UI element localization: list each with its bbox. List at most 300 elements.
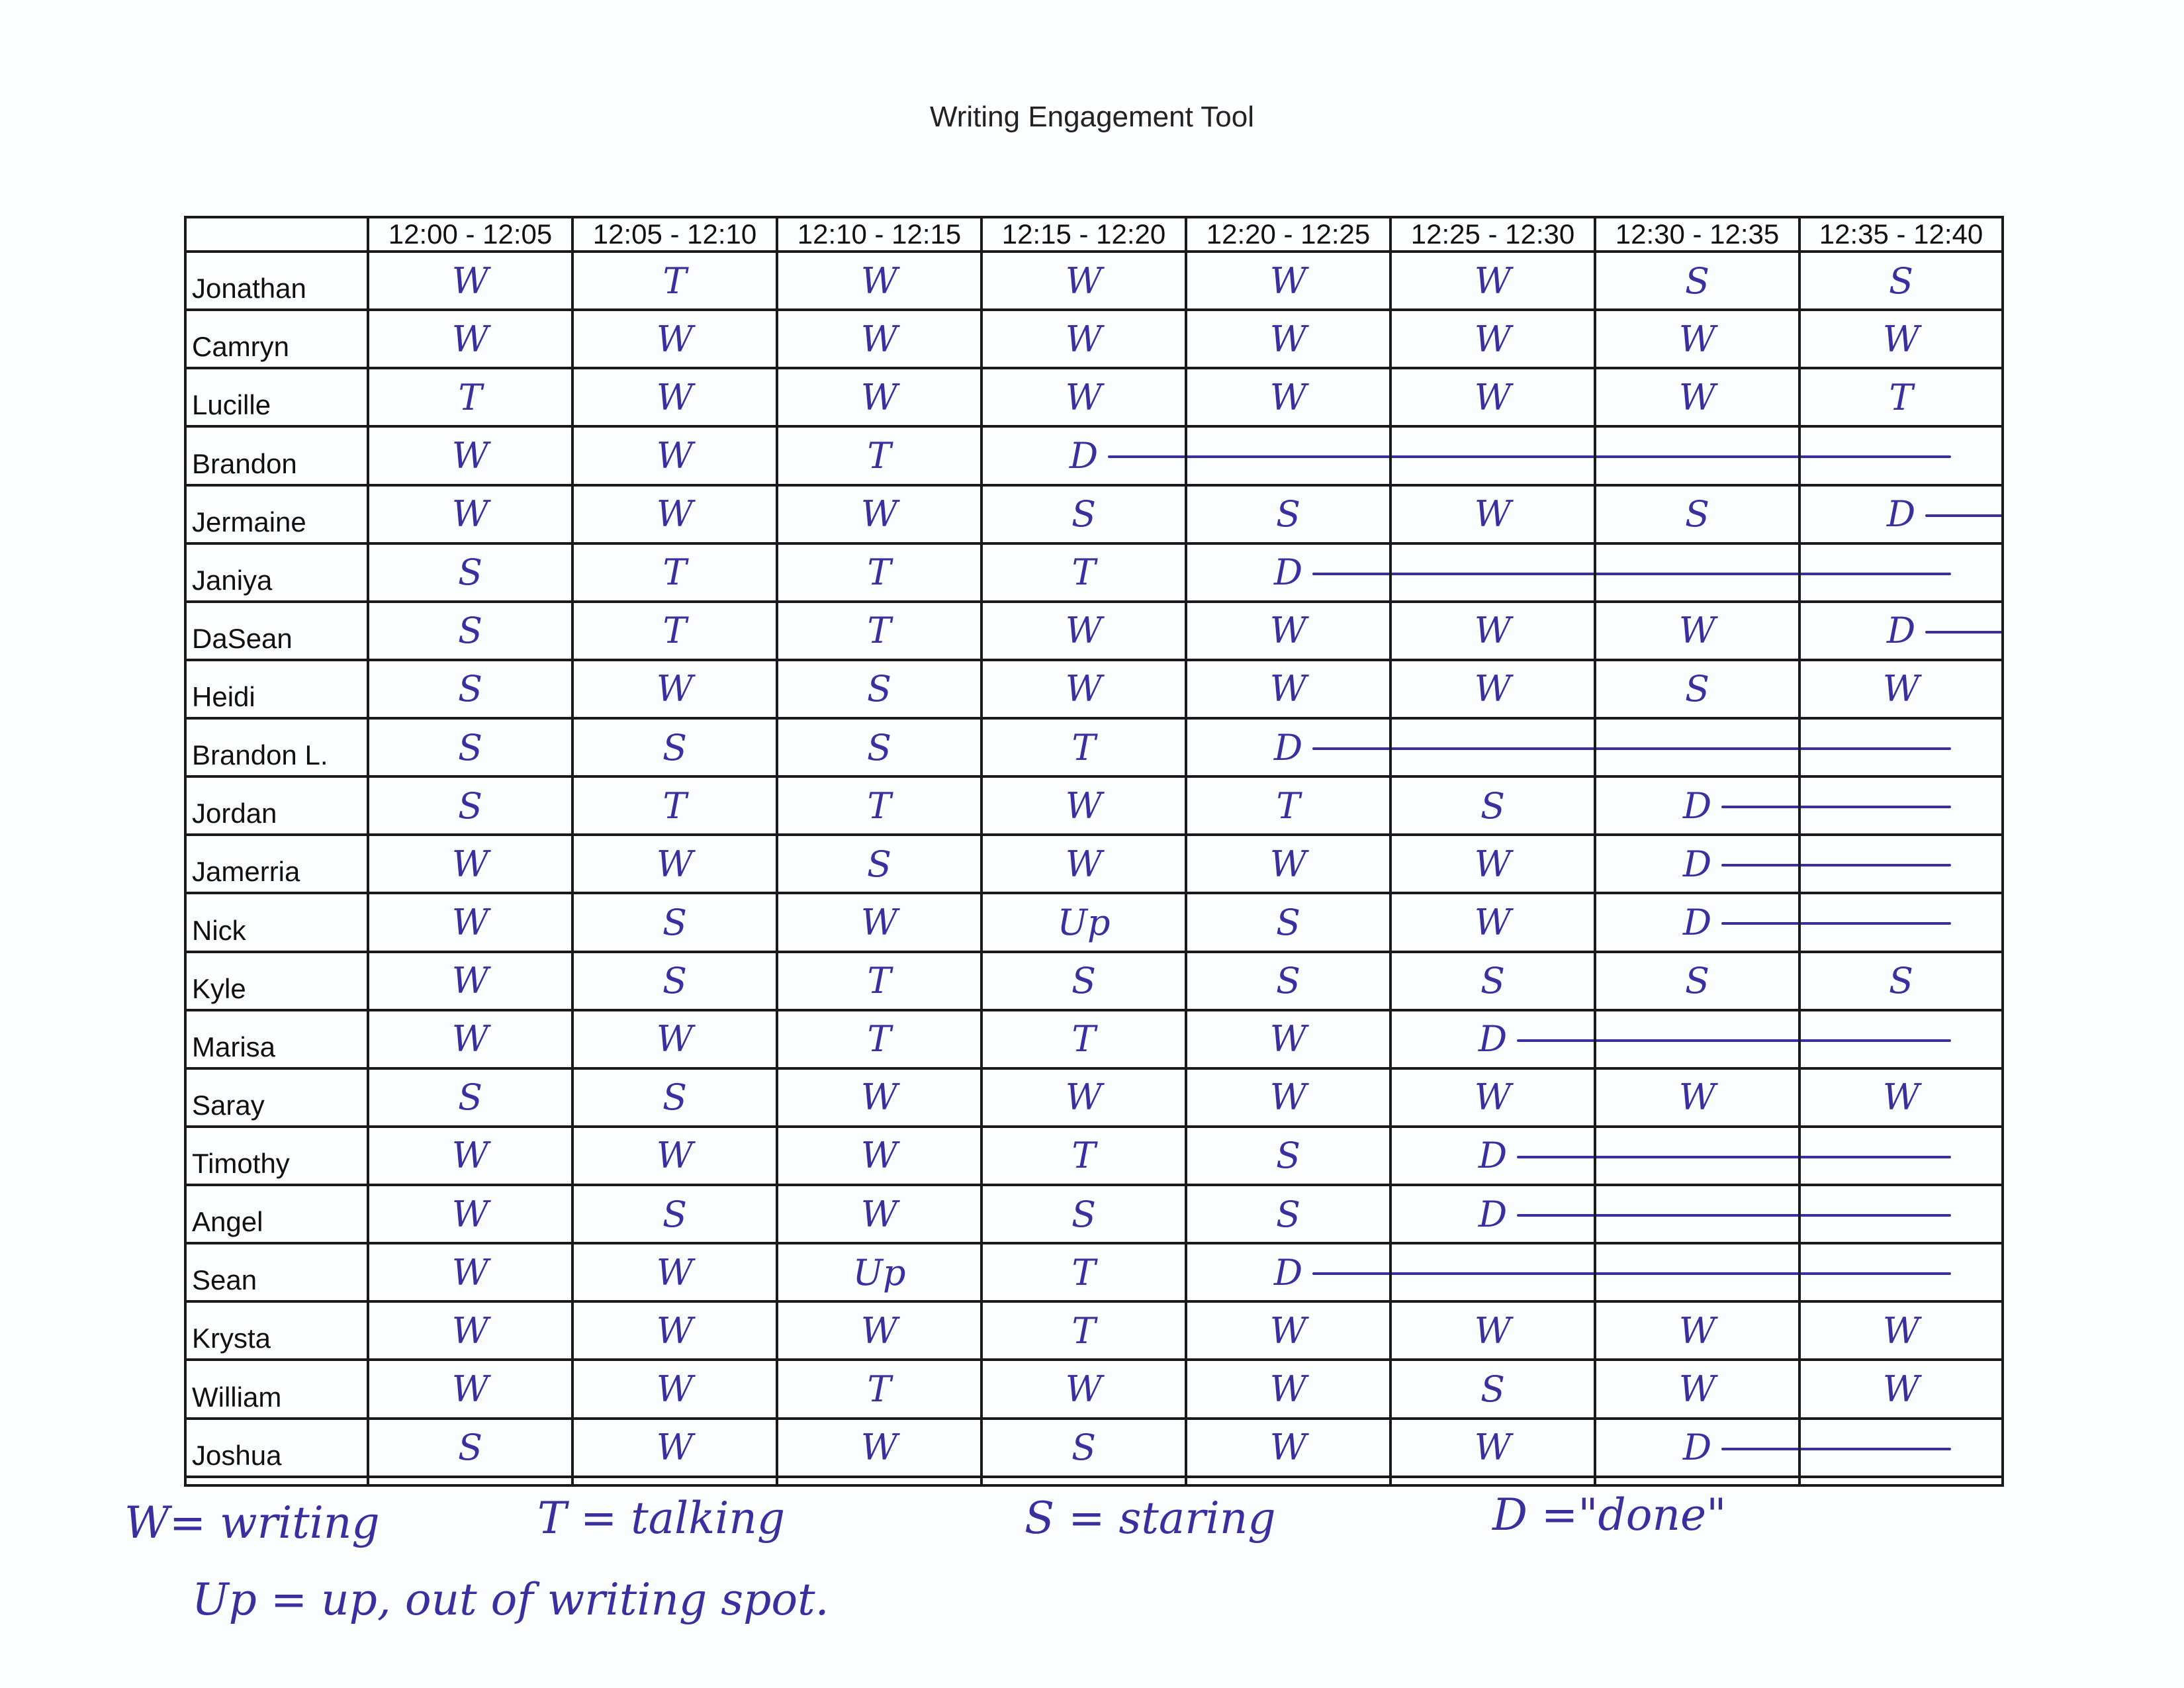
mark-text: S	[1276, 1135, 1300, 1177]
header-time-8: 12:35 - 12:40	[1799, 217, 2003, 252]
mark-text: W	[1065, 1076, 1103, 1119]
mark-text: W	[1269, 259, 1307, 302]
mark-text: W	[1269, 610, 1307, 652]
engagement-mark	[572, 1419, 777, 1477]
table-row	[185, 718, 2003, 776]
done-line	[1390, 1272, 1595, 1275]
mark-text: S	[1276, 1193, 1300, 1235]
mark-text: D	[1273, 551, 1303, 594]
mark-text: W	[1882, 1309, 1920, 1352]
mark-text: Up	[852, 1251, 906, 1293]
mark-text: S	[1480, 960, 1505, 1002]
mark-text: S	[1480, 1368, 1505, 1410]
table-body	[185, 252, 2003, 1485]
mark-text: T	[1071, 1018, 1096, 1060]
legend-writing: W= writing	[124, 1497, 380, 1548]
mark-text: W	[656, 1309, 694, 1352]
mark-text: S	[458, 784, 482, 827]
mark-text: S	[458, 551, 482, 594]
done-line	[1517, 1214, 1595, 1217]
engagement-mark	[1799, 835, 2003, 893]
done-line	[1799, 1039, 1951, 1042]
student-name: Krysta	[185, 1301, 368, 1360]
mark-text: W	[1065, 843, 1103, 885]
mark-text: W	[1269, 318, 1307, 360]
engagement-mark	[572, 426, 777, 485]
engagement-mark	[1390, 1243, 1595, 1301]
mark-text: T	[1071, 551, 1096, 594]
student-name: Sean	[185, 1243, 368, 1301]
header-time-1: 12:00 - 12:05	[368, 217, 572, 252]
done-line	[1925, 631, 2003, 633]
mark-text: W	[1474, 1309, 1512, 1352]
mark-text: W	[860, 1309, 898, 1352]
engagement-mark	[1595, 426, 1799, 485]
engagement-mark	[1186, 602, 1390, 660]
engagement-mark	[572, 835, 777, 893]
engagement-mark	[981, 1010, 1186, 1068]
mark-text: W	[1065, 784, 1103, 827]
engagement-mark	[572, 893, 777, 951]
done-line	[1108, 455, 1186, 458]
done-line	[1799, 1156, 1951, 1158]
mark-text: W	[656, 668, 694, 710]
engagement-mark	[368, 1185, 572, 1243]
header-time-2: 12:05 - 12:10	[572, 217, 777, 252]
engagement-mark	[777, 835, 981, 893]
engagement-mark	[1799, 1243, 2003, 1301]
mark-text: W	[1269, 668, 1307, 710]
engagement-mark	[1799, 1185, 2003, 1243]
engagement-mark	[572, 252, 777, 310]
mark-text: T	[867, 434, 891, 477]
engagement-mark	[981, 1185, 1186, 1243]
engagement-mark	[368, 835, 572, 893]
done-line	[1517, 1039, 1595, 1042]
engagement-mark	[368, 718, 572, 776]
engagement-mark	[1390, 718, 1595, 776]
engagement-mark	[572, 1068, 777, 1127]
done-line	[1595, 455, 1799, 458]
engagement-mark	[1390, 893, 1595, 951]
engagement-mark	[1799, 485, 2003, 543]
mark-text: W	[1882, 318, 1920, 360]
legend-talking: T = talking	[537, 1493, 786, 1544]
mark-text: W	[451, 843, 489, 885]
engagement-mark	[1595, 660, 1799, 718]
engagement-mark	[1390, 1010, 1595, 1068]
table-row	[185, 252, 2003, 310]
mark-text: W	[1474, 1427, 1512, 1469]
engagement-mark	[1595, 602, 1799, 660]
engagement-mark	[981, 310, 1186, 368]
mark-text: W	[1065, 610, 1103, 652]
header-time-5: 12:20 - 12:25	[1186, 217, 1390, 252]
engagement-mark	[1186, 543, 1390, 602]
engagement-mark	[777, 1419, 981, 1477]
engagement-mark	[1390, 1477, 1595, 1485]
mark-text: W	[1678, 610, 1716, 652]
engagement-mark	[1595, 1010, 1799, 1068]
engagement-mark	[1799, 893, 2003, 951]
engagement-mark	[981, 718, 1186, 776]
engagement-mark	[572, 1127, 777, 1185]
engagement-mark	[981, 1419, 1186, 1477]
engagement-mark	[1390, 310, 1595, 368]
mark-text: W	[451, 1193, 489, 1235]
mark-text: S	[458, 668, 482, 710]
engagement-mark	[1390, 1360, 1595, 1418]
engagement-mark	[1186, 368, 1390, 426]
mark-text: S	[662, 901, 687, 943]
mark-text: T	[662, 784, 687, 827]
engagement-mark	[777, 426, 981, 485]
engagement-mark	[368, 1301, 572, 1360]
student-name: Janiya	[185, 543, 368, 602]
done-line	[1799, 1448, 1951, 1450]
engagement-mark	[368, 426, 572, 485]
table-row	[185, 776, 2003, 835]
engagement-mark	[1390, 952, 1595, 1010]
mark-text: D	[1682, 784, 1712, 827]
engagement-mark	[368, 485, 572, 543]
mark-text: W	[1474, 843, 1512, 885]
mark-text: W	[860, 1193, 898, 1235]
engagement-mark	[1595, 1185, 1799, 1243]
mark-text: S	[458, 726, 482, 769]
mark-text: T	[1276, 784, 1300, 827]
mark-text: W	[656, 434, 694, 477]
engagement-mark	[981, 1477, 1186, 1485]
mark-text: W	[1474, 668, 1512, 710]
engagement-mark	[1186, 1419, 1390, 1477]
engagement-mark	[777, 485, 981, 543]
engagement-mark	[981, 660, 1186, 718]
done-line	[1595, 1272, 1799, 1275]
mark-text: W	[656, 1251, 694, 1293]
engagement-mark	[572, 952, 777, 1010]
mark-text: W	[1065, 1368, 1103, 1410]
engagement-mark	[368, 1243, 572, 1301]
engagement-mark	[1799, 543, 2003, 602]
engagement-mark	[368, 1068, 572, 1127]
mark-text: W	[451, 1309, 489, 1352]
mark-text: W	[860, 1135, 898, 1177]
mark-text: T	[1071, 1135, 1096, 1177]
engagement-mark	[1595, 543, 1799, 602]
engagement-mark	[572, 543, 777, 602]
mark-text: W	[451, 434, 489, 477]
mark-text: W	[860, 259, 898, 302]
engagement-mark	[1799, 368, 2003, 426]
engagement-mark	[368, 368, 572, 426]
done-line	[1595, 573, 1799, 575]
engagement-mark	[1595, 368, 1799, 426]
engagement-mark	[981, 368, 1186, 426]
engagement-mark	[777, 1185, 981, 1243]
mark-text: W	[656, 1135, 694, 1177]
mark-text: W	[656, 376, 694, 418]
student-name: Heidi	[185, 660, 368, 718]
engagement-mark	[1186, 426, 1390, 485]
engagement-mark	[572, 1477, 777, 1485]
engagement-mark	[981, 1127, 1186, 1185]
engagement-mark	[981, 776, 1186, 835]
mark-text: T	[662, 259, 687, 302]
engagement-mark	[1390, 1419, 1595, 1477]
engagement-mark	[1595, 1068, 1799, 1127]
mark-text: T	[867, 784, 891, 827]
mark-text: W	[451, 1018, 489, 1060]
engagement-mark	[1595, 835, 1799, 893]
mark-text: D	[1478, 1193, 1508, 1235]
student-name: Jonathan	[185, 252, 368, 310]
mark-text: S	[1276, 960, 1300, 1002]
engagement-mark	[981, 952, 1186, 1010]
student-name: Jermaine	[185, 485, 368, 543]
mark-text: D	[1478, 1018, 1508, 1060]
mark-text: W	[1474, 901, 1512, 943]
engagement-mark	[1390, 1068, 1595, 1127]
engagement-mark	[1595, 952, 1799, 1010]
engagement-mark	[1799, 1477, 2003, 1485]
engagement-mark	[981, 602, 1186, 660]
engagement-mark	[572, 310, 777, 368]
engagement-mark	[1799, 252, 2003, 310]
header-name-cell	[185, 217, 368, 252]
student-name: Joshua	[185, 1419, 368, 1477]
engagement-mark	[981, 543, 1186, 602]
engagement-mark	[981, 1068, 1186, 1127]
done-line	[1595, 1214, 1799, 1217]
engagement-mark	[981, 252, 1186, 310]
table-row	[185, 368, 2003, 426]
engagement-mark	[777, 1477, 981, 1485]
header-time-7: 12:30 - 12:35	[1595, 217, 1799, 252]
mark-text: W	[860, 376, 898, 418]
engagement-mark	[1595, 1243, 1799, 1301]
engagement-mark	[368, 1360, 572, 1418]
mark-text: D	[1682, 843, 1712, 885]
engagement-mark	[572, 485, 777, 543]
student-name: Camryn	[185, 310, 368, 368]
engagement-mark	[777, 718, 981, 776]
mark-text: W	[451, 960, 489, 1002]
mark-text: S	[1889, 960, 1913, 1002]
done-line	[1390, 747, 1595, 750]
done-line	[1186, 455, 1390, 458]
mark-text: W	[1678, 1076, 1716, 1119]
done-line	[1721, 864, 1799, 867]
engagement-mark	[1390, 1127, 1595, 1185]
engagement-mark	[1390, 368, 1595, 426]
engagement-mark	[1390, 1301, 1595, 1360]
engagement-mark	[572, 1010, 777, 1068]
mark-text: W	[1474, 318, 1512, 360]
mark-text: W	[1065, 259, 1103, 302]
engagement-mark	[1186, 660, 1390, 718]
student-name: Lucille	[185, 368, 368, 426]
mark-text: D	[1886, 493, 1916, 536]
mark-text: W	[1065, 376, 1103, 418]
mark-text: W	[451, 901, 489, 943]
done-line	[1390, 573, 1595, 575]
mark-text: S	[1685, 493, 1709, 536]
engagement-mark	[1186, 776, 1390, 835]
mark-text: S	[1071, 1427, 1096, 1469]
engagement-mark	[1595, 252, 1799, 310]
mark-text: W	[1269, 1309, 1307, 1352]
mark-text: S	[1071, 960, 1096, 1002]
mark-text: W	[1474, 493, 1512, 536]
engagement-mark	[1799, 1068, 2003, 1127]
student-name: Angel	[185, 1185, 368, 1243]
table-row	[185, 1243, 2003, 1301]
engagement-mark	[368, 310, 572, 368]
header-row	[185, 217, 2003, 252]
mark-text: W	[1678, 1368, 1716, 1410]
header-time-4: 12:15 - 12:20	[981, 217, 1186, 252]
done-line	[1925, 514, 2003, 517]
mark-text: W	[451, 493, 489, 536]
engagement-mark	[1186, 1127, 1390, 1185]
mark-text: S	[1685, 668, 1709, 710]
engagement-mark	[981, 835, 1186, 893]
student-name: Kyle	[185, 952, 368, 1010]
mark-text: S	[662, 726, 687, 769]
done-line	[1312, 747, 1390, 750]
engagement-mark	[777, 952, 981, 1010]
mark-text: D	[1069, 434, 1099, 477]
engagement-mark	[1186, 310, 1390, 368]
engagement-mark	[1799, 718, 2003, 776]
mark-text: S	[1276, 493, 1300, 536]
mark-text: W	[1474, 1076, 1512, 1119]
mark-text: S	[867, 726, 891, 769]
done-line	[1721, 1448, 1799, 1450]
mark-text: T	[867, 610, 891, 652]
mark-text: D	[1478, 1135, 1508, 1177]
done-line	[1799, 1214, 1951, 1217]
mark-text: W	[1678, 318, 1716, 360]
engagement-mark	[1390, 602, 1595, 660]
engagement-mark	[777, 1243, 981, 1301]
engagement-mark	[1595, 1127, 1799, 1185]
mark-text: T	[1889, 376, 1913, 418]
mark-text: W	[1474, 376, 1512, 418]
student-name: Brandon L.	[185, 718, 368, 776]
engagement-mark	[1390, 426, 1595, 485]
done-line	[1595, 747, 1799, 750]
engagement-mark	[981, 1301, 1186, 1360]
engagement-mark	[1799, 660, 2003, 718]
mark-text: S	[662, 1076, 687, 1119]
mark-text: W	[860, 901, 898, 943]
engagement-mark	[1595, 485, 1799, 543]
mark-text: S	[662, 1193, 687, 1235]
table-row	[185, 835, 2003, 893]
mark-text: W	[656, 843, 694, 885]
table-row	[185, 1127, 2003, 1185]
done-line	[1799, 747, 1951, 750]
mark-text: W	[1678, 376, 1716, 418]
student-name: Brandon	[185, 426, 368, 485]
mark-text: S	[1685, 259, 1709, 302]
done-line	[1799, 573, 1951, 575]
done-line	[1799, 806, 1951, 808]
mark-text: D	[1273, 726, 1303, 769]
mark-text: W	[1678, 1309, 1716, 1352]
engagement-mark	[572, 1243, 777, 1301]
engagement-mark	[368, 1419, 572, 1477]
done-line	[1517, 1156, 1595, 1158]
mark-text: W	[656, 1427, 694, 1469]
engagement-mark	[1595, 1419, 1799, 1477]
mark-text: T	[1071, 726, 1096, 769]
engagement-mark	[572, 602, 777, 660]
mark-text: S	[662, 960, 687, 1002]
done-line	[1799, 1272, 1951, 1275]
engagement-mark	[1186, 252, 1390, 310]
engagement-mark	[777, 1068, 981, 1127]
engagement-mark	[368, 1477, 572, 1485]
done-line	[1312, 573, 1390, 575]
engagement-mark	[777, 660, 981, 718]
mark-text: W	[1269, 376, 1307, 418]
engagement-mark	[572, 1360, 777, 1418]
engagement-mark	[1390, 776, 1595, 835]
legend-staring: S = staring	[1024, 1493, 1276, 1544]
done-line	[1390, 455, 1595, 458]
mark-text: W	[1269, 1076, 1307, 1119]
engagement-mark	[1186, 1243, 1390, 1301]
mark-text: W	[1269, 843, 1307, 885]
mark-text: S	[1071, 1193, 1096, 1235]
engagement-mark	[572, 718, 777, 776]
mark-text: T	[867, 1368, 891, 1410]
engagement-mark	[1186, 952, 1390, 1010]
mark-text: W	[1065, 668, 1103, 710]
mark-text: W	[1269, 1368, 1307, 1410]
mark-text: W	[1474, 259, 1512, 302]
student-name: Jamerria	[185, 835, 368, 893]
engagement-mark	[777, 1010, 981, 1068]
mark-text: S	[458, 1076, 482, 1119]
table-row	[185, 1185, 2003, 1243]
mark-text: W	[860, 1427, 898, 1469]
table-row	[185, 1360, 2003, 1418]
mark-text: W	[656, 493, 694, 536]
engagement-mark	[572, 1185, 777, 1243]
table-row	[185, 602, 2003, 660]
table-row	[185, 893, 2003, 951]
mark-text: T	[1071, 1251, 1096, 1293]
engagement-mark	[1186, 1301, 1390, 1360]
engagement-mark	[368, 543, 572, 602]
engagement-mark	[1186, 718, 1390, 776]
student-name	[185, 1477, 368, 1485]
engagement-mark	[368, 952, 572, 1010]
mark-text: W	[451, 259, 489, 302]
engagement-mark	[368, 776, 572, 835]
mark-text: W	[656, 1368, 694, 1410]
student-name: DaSean	[185, 602, 368, 660]
mark-text: S	[1480, 784, 1505, 827]
mark-text: T	[458, 376, 482, 418]
header-time-3: 12:10 - 12:15	[777, 217, 981, 252]
mark-text: W	[451, 1135, 489, 1177]
table-row	[185, 1419, 2003, 1477]
